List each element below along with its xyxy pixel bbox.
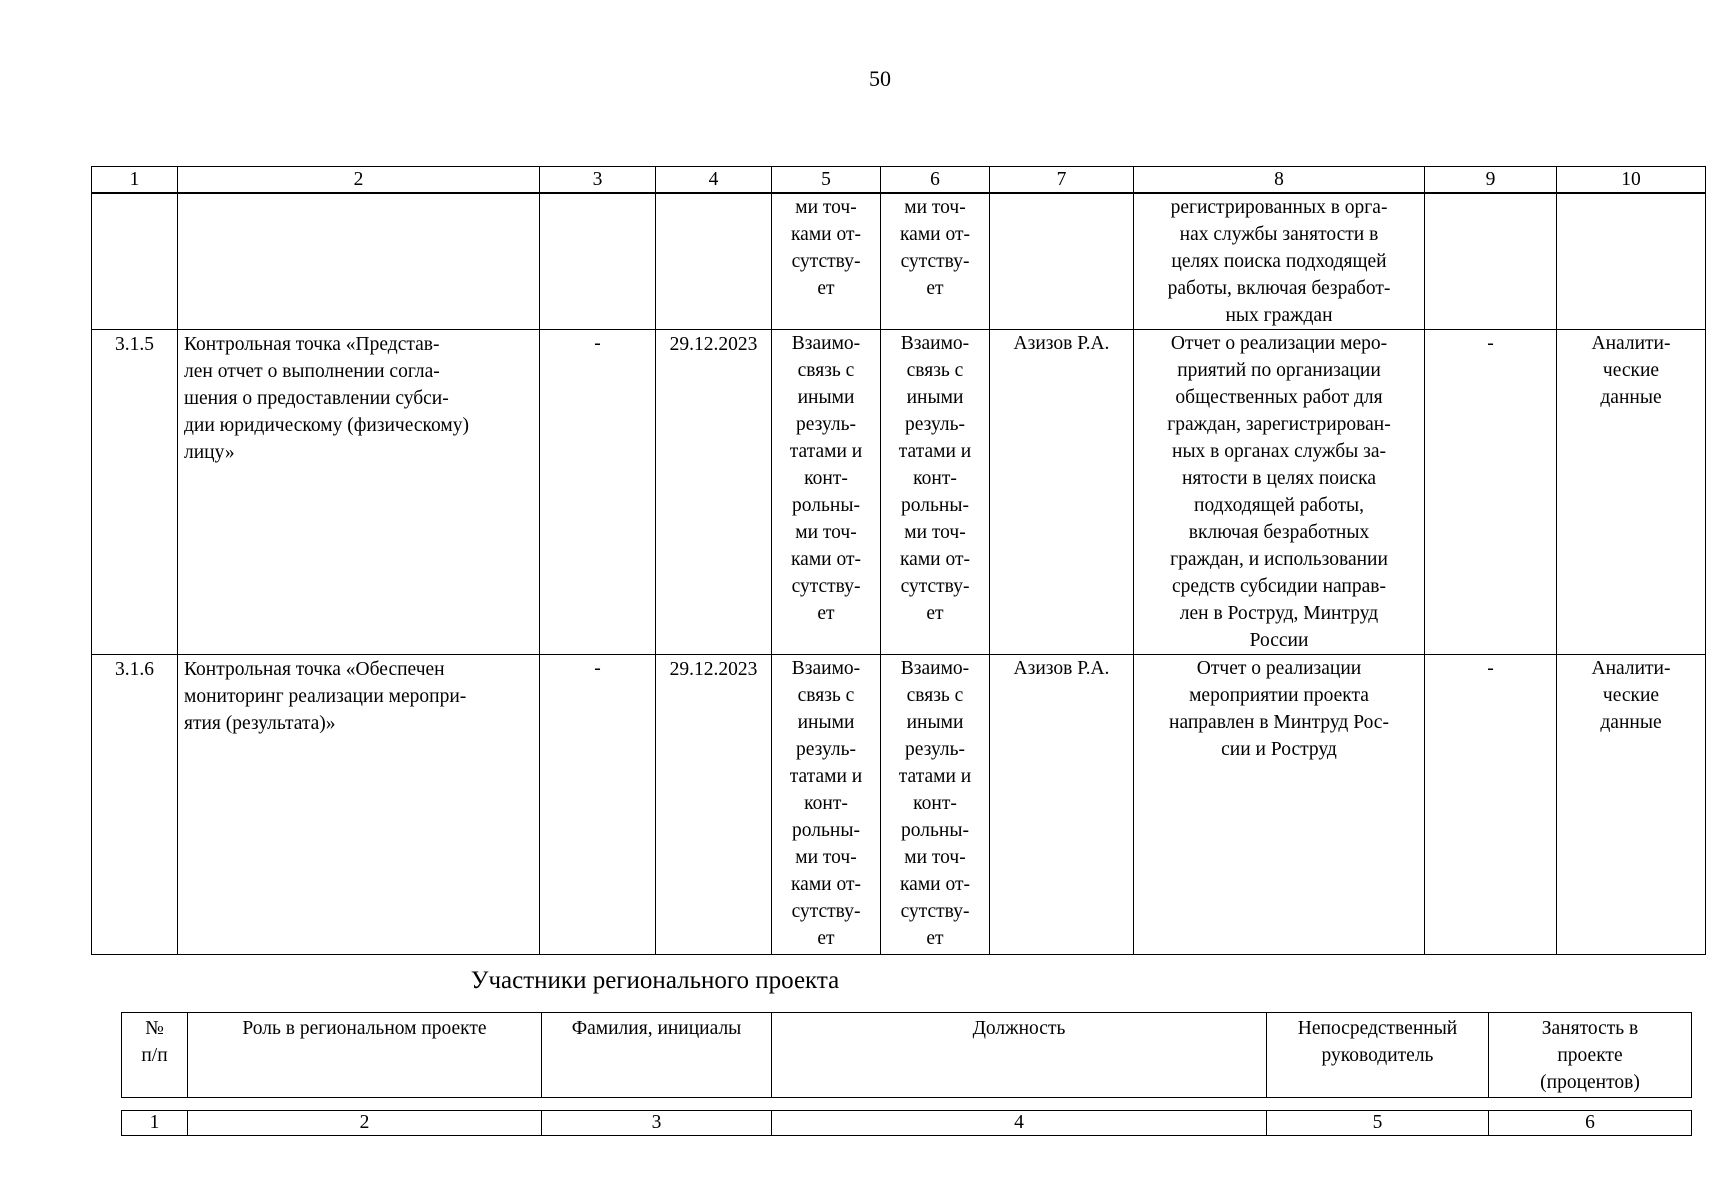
column-number-4: 4 [656, 167, 772, 194]
column-number-10: 10 [1557, 167, 1706, 194]
participants-header-number: № п/п [122, 1013, 188, 1098]
column-number-9: 9 [1425, 167, 1557, 194]
participants-column-number: 2 [188, 1111, 542, 1136]
participants-number-row [122, 1111, 1692, 1136]
participants-header-supervisor: Непосредственный руководитель [1267, 1013, 1489, 1098]
column-number-5: 5 [772, 167, 881, 194]
participants-section-title: Участники регионального проекта [470, 967, 840, 994]
control-point-name-cell: Контрольная точка «Представ- лен отчет о выполнении согла- шения о предоставлении субси- дии юридическому (физическому) лицу» [178, 330, 540, 655]
participants-header-position: Должность [772, 1013, 1267, 1098]
participants-header-role: Роль в региональном проекте [188, 1013, 542, 1098]
column-number-1: 1 [92, 167, 178, 194]
control-point-name-cell: Контрольная точка «Обеспечен мониторинг реализации меропри- ятия (результата)» [178, 655, 540, 955]
participants-header-name: Фамилия, инициалы [542, 1013, 772, 1098]
responsible-cell [990, 193, 1134, 330]
participants-column-number: 5 [1267, 1111, 1489, 1136]
cell-col3: - [540, 330, 656, 655]
participants-column-number: 4 [772, 1111, 1267, 1136]
row-number-cell [92, 193, 178, 330]
participants-table [121, 1012, 1692, 1098]
cell-col9: - [1425, 655, 1557, 955]
relation-cell-col5: ми точ- ками от- сутству- ет [772, 193, 881, 330]
participants-column-numbers [121, 1110, 1692, 1136]
cell-col9 [1425, 193, 1557, 330]
cell-col3: - [540, 655, 656, 955]
info-source-cell: Аналити- ческие данные [1557, 655, 1706, 955]
relation-cell-col5: Взаимо- связь с иными резуль- татами и конт- рольны- ми точ- ками от- сутству- ет [772, 330, 881, 655]
row-number-cell: 3.1.6 [92, 655, 178, 955]
column-number-7: 7 [990, 167, 1134, 194]
relation-cell-col6: Взаимо- связь с иными резуль- татами и конт- рольны- ми точ- ками от- сутству- ет [881, 330, 990, 655]
table-row-3-1-5 [92, 330, 1706, 655]
info-source-cell [1557, 193, 1706, 330]
column-number-2: 2 [178, 167, 540, 194]
control-point-name-cell [178, 193, 540, 330]
date-cell [656, 193, 772, 330]
participants-header-row [122, 1013, 1692, 1098]
responsible-cell: Азизов Р.А. [990, 330, 1134, 655]
date-cell: 29.12.2023 [656, 655, 772, 955]
relation-cell-col6: ми точ- ками от- сутству- ет [881, 193, 990, 330]
result-description-cell: регистрированных в орга- нах службы занятости в целях поиска подходящей работы, включая безработ- ных граждан [1134, 193, 1425, 330]
main-table-header-row [92, 167, 1706, 194]
table-row-3-1-6 [92, 655, 1706, 955]
column-number-6: 6 [881, 167, 990, 194]
result-description-cell: Отчет о реализации мероприятии проекта направлен в Минтруд Рос- сии и Роструд [1134, 655, 1425, 955]
relation-cell-col5: Взаимо- связь с иными резуль- татами и конт- рольны- ми точ- ками от- сутству- ет [772, 655, 881, 955]
column-number-3: 3 [540, 167, 656, 194]
participants-column-number: 3 [542, 1111, 772, 1136]
info-source-cell: Аналити- ческие данные [1557, 330, 1706, 655]
result-description-cell: Отчет о реализации меро- приятий по организации общественных работ для граждан, зарегистрирован- ных в органах службы за- нятости в целях поиска подходящей работы, включая безработных граждан, и использовании средств субсидии направ- лен в Роструд, Минтруд России [1134, 330, 1425, 655]
cell-col9: - [1425, 330, 1557, 655]
row-number-cell: 3.1.5 [92, 330, 178, 655]
participants-column-number: 1 [122, 1111, 188, 1136]
date-cell: 29.12.2023 [656, 330, 772, 655]
main-table [91, 166, 1706, 955]
responsible-cell: Азизов Р.А. [990, 655, 1134, 955]
participants-column-number: 6 [1489, 1111, 1692, 1136]
cell-col3 [540, 193, 656, 330]
table-row-continuation [92, 193, 1706, 330]
page-number: 50 [869, 66, 891, 91]
relation-cell-col6: Взаимо- связь с иными резуль- татами и конт- рольны- ми точ- ками от- сутству- ет [881, 655, 990, 955]
column-number-8: 8 [1134, 167, 1425, 194]
participants-header-employment: Занятость в проекте (процентов) [1489, 1013, 1692, 1098]
